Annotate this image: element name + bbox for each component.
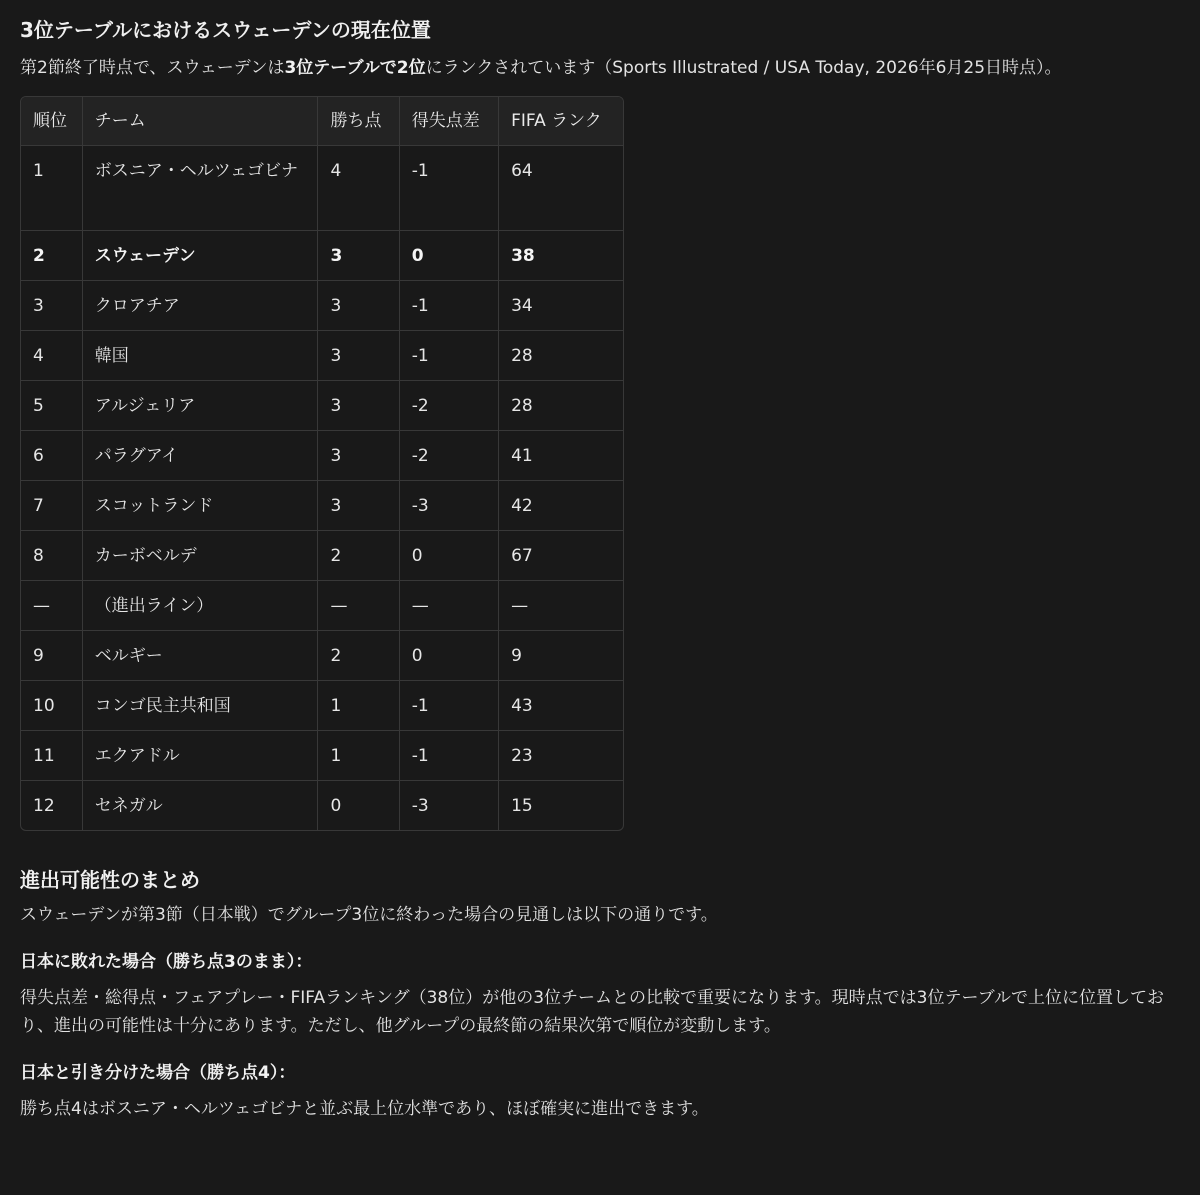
cell-team: セネガル [82,780,318,830]
cell-goal-diff: -1 [399,280,498,330]
intro-paragraph [20,54,1160,82]
cell-fifa-rank: 23 [499,730,623,780]
table-header-row [21,97,623,145]
cell-goal-diff: 0 [399,230,498,280]
cell-points: 2 [318,530,399,580]
cell-goal-diff: -3 [399,480,498,530]
section-heading-summary: 進出可能性のまとめ [20,868,200,892]
cell-points: — [318,580,399,630]
cell-goal-diff: -1 [399,730,498,780]
cell-goal-diff: -2 [399,430,498,480]
cell-rank: 2 [21,230,82,280]
cell-fifa-rank: 41 [499,430,623,480]
table-row [21,280,623,330]
cell-rank: 4 [21,330,82,380]
intro-text-suffix: にランクされています（Sports Illustrated / USA Today, 2026年6月25日時点）。 [425,58,1062,78]
cell-rank: 3 [21,280,82,330]
cell-team: クロアチア [82,280,318,330]
cell-team: ボスニア・ヘルツェゴビナ [82,145,318,230]
header-fifa-rank: FIFA ランク [499,97,623,145]
cell-goal-diff: -1 [399,680,498,730]
table-row [21,630,623,680]
cell-team: スコットランド [82,480,318,530]
cell-points: 3 [318,480,399,530]
cell-fifa-rank: 64 [499,145,623,230]
cell-team: 韓国 [82,330,318,380]
cell-rank: 12 [21,780,82,830]
cell-goal-diff: — [399,580,498,630]
case-lose-title: 日本に敗れた場合（勝ち点3のまま）： [20,952,313,972]
standings-table-container [20,96,624,831]
table-row [21,380,623,430]
table-row [21,145,623,230]
cell-team: （進出ライン） [82,580,318,630]
case-lose-body: 得失点差・総得点・フェアプレー・FIFAランキング（38位）が他の3位チームとの比較で重要になります。現時点では3位テーブルで上位に位置しており、進出の可能性は十分にあります。ただし、他グループの最終節の結果次第で順位が変動します。 [20,988,1164,1036]
table-row [21,730,623,780]
cell-team: コンゴ民主共和国 [82,680,318,730]
cell-rank: 5 [21,380,82,430]
cell-team: アルジェリア [82,380,318,430]
table-row [21,530,623,580]
cell-fifa-rank: 38 [499,230,623,280]
cell-goal-diff: -2 [399,380,498,430]
cell-fifa-rank: 28 [499,330,623,380]
header-team: チーム [82,97,318,145]
cell-team: カーボベルデ [82,530,318,580]
cell-goal-diff: -1 [399,145,498,230]
cell-points: 3 [318,230,399,280]
cell-goal-diff: 0 [399,530,498,580]
cell-rank: 11 [21,730,82,780]
cell-team: パラグアイ [82,430,318,480]
cell-points: 0 [318,780,399,830]
table-row [21,780,623,830]
third-place-standings-table [21,97,623,830]
cell-fifa-rank: 43 [499,680,623,730]
cell-points: 4 [318,145,399,230]
cell-rank: — [21,580,82,630]
cell-points: 2 [318,630,399,680]
table-row-highlighted [21,230,623,280]
cell-points: 3 [318,380,399,430]
cell-fifa-rank: — [499,580,623,630]
cell-rank: 10 [21,680,82,730]
summary-paragraph: スウェーデンが第3節（日本戦）でグループ3位に終わった場合の見通しは以下の通りです。 [20,905,718,925]
cell-points: 3 [318,280,399,330]
cell-points: 1 [318,680,399,730]
intro-highlight: 3位テーブルで2位 [284,58,426,78]
qualification-summary-section [20,865,1180,1123]
cell-goal-diff: 0 [399,630,498,680]
cell-fifa-rank: 15 [511,795,533,816]
table-row [21,480,623,530]
cell-fifa-rank: 42 [499,480,623,530]
cell-fifa-rank: 67 [499,530,623,580]
table-row [21,680,623,730]
cell-rank: 6 [21,430,82,480]
cell-team: エクアドル [82,730,318,780]
table-row [21,330,623,380]
cell-team: スウェーデン [82,230,318,280]
case-draw-body: 勝ち点4はボスニア・ヘルツェゴビナと並ぶ最上位水準であり、ほぼ確実に進出できます。 [20,1099,709,1119]
cell-rank: 8 [21,530,82,580]
cell-rank: 9 [21,630,82,680]
cell-fifa-rank: 34 [499,280,623,330]
cell-points: 3 [318,430,399,480]
section-heading-current-position: 3位テーブルにおけるスウェーデンの現在位置 [20,18,431,42]
case-draw-title: 日本と引き分けた場合（勝ち点4）： [20,1063,296,1083]
cell-rank: 1 [21,145,82,230]
cell-goal-diff: -1 [399,330,498,380]
header-rank: 順位 [21,97,82,145]
cell-points: 1 [318,730,399,780]
cell-team: ベルギー [82,630,318,680]
table-row [21,430,623,480]
cell-points: 3 [318,330,399,380]
cell-fifa-rank: 9 [499,630,623,680]
table-row-qualification-line [21,580,623,630]
cell-rank: 7 [21,480,82,530]
header-goal-diff: 得失点差 [399,97,498,145]
cell-goal-diff: -3 [399,780,498,830]
intro-text: 第2節終了時点で、スウェーデンは [20,58,285,78]
cell-fifa-rank: 28 [499,380,623,430]
header-points: 勝ち点 [318,97,399,145]
